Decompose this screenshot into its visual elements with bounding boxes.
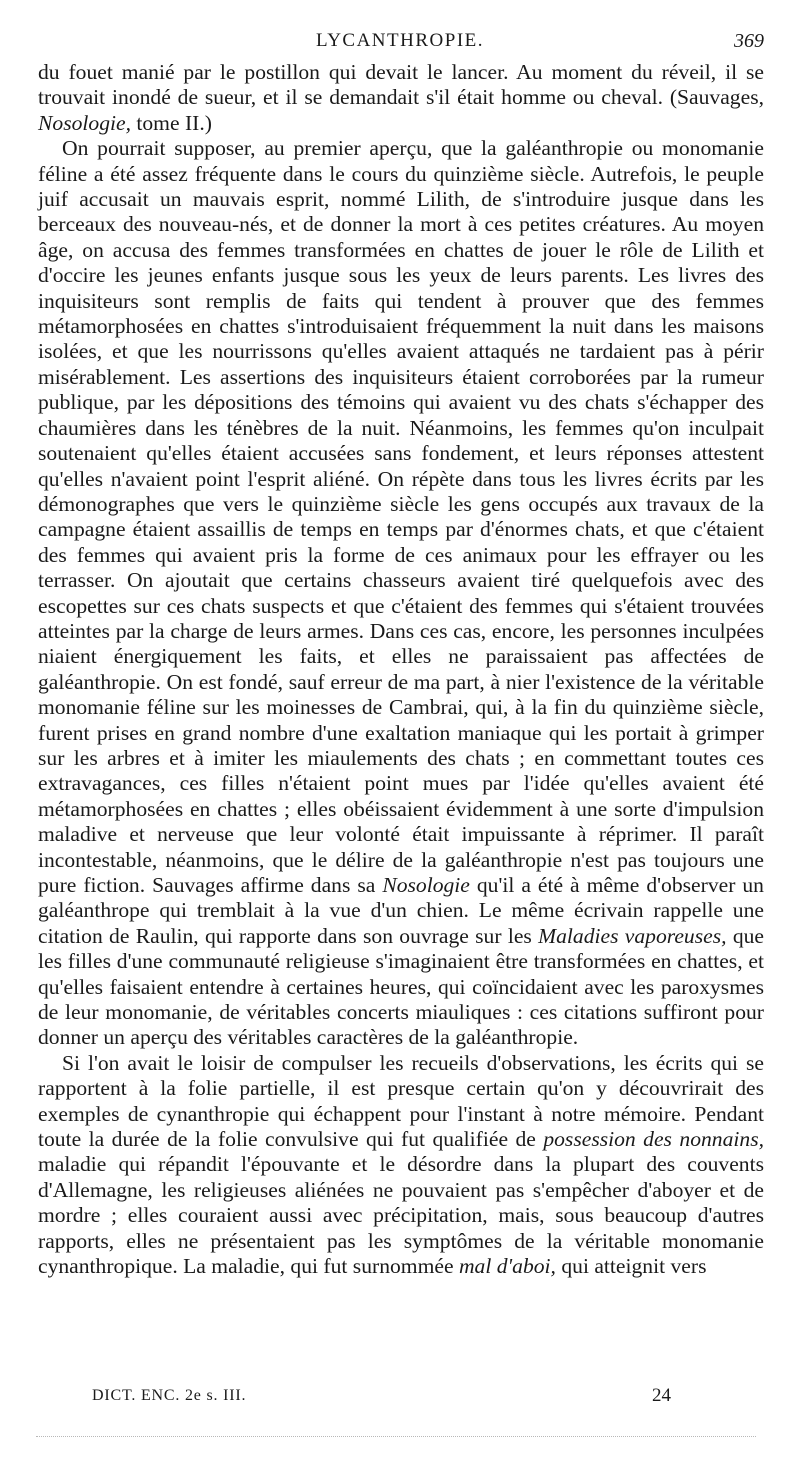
text-span: tome II.) [130,110,212,135]
paragraph-1 [38,60,764,136]
running-title: LYCANTHROPIE. [315,30,484,51]
text-span: maladie qui répandit l'épouvante et le désordre dans la plupart des couvents d'Allemagne, les religieuses aliénées ne pouvaient pas s'empêcher d'aboyer et de mordre ; elles couraient aussi avec précipitation, mais, sous beaucoup d'autres rapports, elles ne présentaient pas les symptômes de la véritable monomanie cynanthropique. La maladie, qui fut surnommée [38,1152,764,1279]
italic-span: Maladies vaporeuses, [538,923,727,948]
italic-span: Nosologie [382,873,470,897]
text-span: que les filles d'une communauté religieuse s'imaginaient être transformées en chattes, et qu'elles faisaient entendre à certaines heures, qui coïncidaient avec les paroxysmes de leur monomanie, de véritables concerts miauliques : ces citations suffiront pour donner un aperçu des véritables caractères de la galéanthropie. [38,923,765,1050]
bottom-dotted-rule [36,1436,756,1437]
text-span: qu'il a été à même d'observer un galéanthrope qui tremblait à la vue d'un chien. Le même écrivain rappelle une citation de Raulin, qui rapporte dans son ouvrage sur les [38,873,764,948]
page-footer [92,1387,732,1411]
paragraph-2 [38,136,764,1051]
text-span: du fouet manié par le postillon qui devait le lancer. Au moment du réveil, il se trouvait inondé de sueur, et il se demandait s'il était homme ou cheval. (Sauvages, [38,60,764,110]
paragraph-3 [38,1051,764,1280]
text-span: Si l'on avait le loisir de compulser les recueils d'observations, les écrits qui se rapportent à la folie partielle, il est presque certain qu'on y découvrirait des exemples de cynanthropie qui échappent pour l'instant à notre mémoire. Pendant toute la durée de la folie convulsive qui fut qualifiée de [38,1050,764,1152]
italic-span: Nosologie, [38,110,131,135]
signature-mark: DICT. ENC. 2e s. III. [92,1387,247,1404]
running-head [36,30,764,56]
text-span: On pourrait supposer, au premier aperçu, que la galéanthropie ou monomanie féline a été assez fréquente dans le cours du quinzième siècle. Autrefois, le peuple juif accusait un mauvais esprit, nommé Lilith, de s'introduire jusque dans les berceaux des nouveau-nés, et de donner la mort à ces petites créatures. Au moyen âge, on accusa des femmes transformées en chattes de jouer le rôle de Lilith et d'occire les jeunes enfants jusque sous les yeux de leurs parents. Les livres des inquisiteurs sont remplis de faits qui tendent à prouver que des femmes métamorphosées en chattes s'introduisaient fréquemment la nuit dans les maisons isolées, et que les nourrissons qu'elles avaient attaqués ne tardaient pas à périr misérablement. Les assertions des inquisiteurs étaient corroborées par la rumeur publique, par les dépositions des témoins qui avaient vu des chats s'échapper des chaumières dans les ténèbres de la nuit. Néanmoins, les femmes qu'on inculpait soutenaient qu'elles étaient accusées sans fondement, et leurs réponses attestent qu'elles n'avaient point l'esprit aliéné. On répète dans tous les livres écrits par les démonographes que vers le quinzième siècle les gens occupés aux travaux de la campagne étaient assaillis de temps en temps par d'énormes chats, et que c'étaient des femmes qui avaient pris la forme de ces animaux pour les effrayer ou les terrasser. On ajoutait que certains chasseurs avaient tiré quelquefois avec des escopettes sur ces chats suspects et que c'étaient des femmes qui s'étaient trouvées atteintes par la charge de leurs armes. Dans ces cas, encore, les personnes inculpées niaient énergiquement les faits, et elles ne paraissaient pas affectées de galéanthropie. On est fondé, sauf erreur de ma part, à nier l'existence de la véritable monomanie féline sur les moinesses de Cambrai, qui, à la fin du quinzième siècle, furent prises en grand nombre d'une exaltation maniaque qui les portait à grimper sur les arbres et à imiter les miaulements des chats ; en commettant toutes ces extravagances, ces filles n'étaient point mues par l'idée qu'elles avaient été métamorphosées en chattes ; elles obéissaient évidemment à une sorte d'impulsion maladive et nerveuse que leur volonté était impuissante à réprimer. Il paraît incontestable, néanmoins, que le délire de la galéanthropie n'est pas toujours une pure fiction. Sauvages affirme dans sa [38,136,764,897]
italic-span: mal d'aboi, [458,1254,556,1279]
signature-number: 24 [652,1385,671,1406]
text-span: qui atteignit vers [555,1254,707,1279]
body-text [38,60,764,1280]
italic-span: possession des nonnains, [543,1127,764,1152]
page-number: 369 [734,30,764,52]
